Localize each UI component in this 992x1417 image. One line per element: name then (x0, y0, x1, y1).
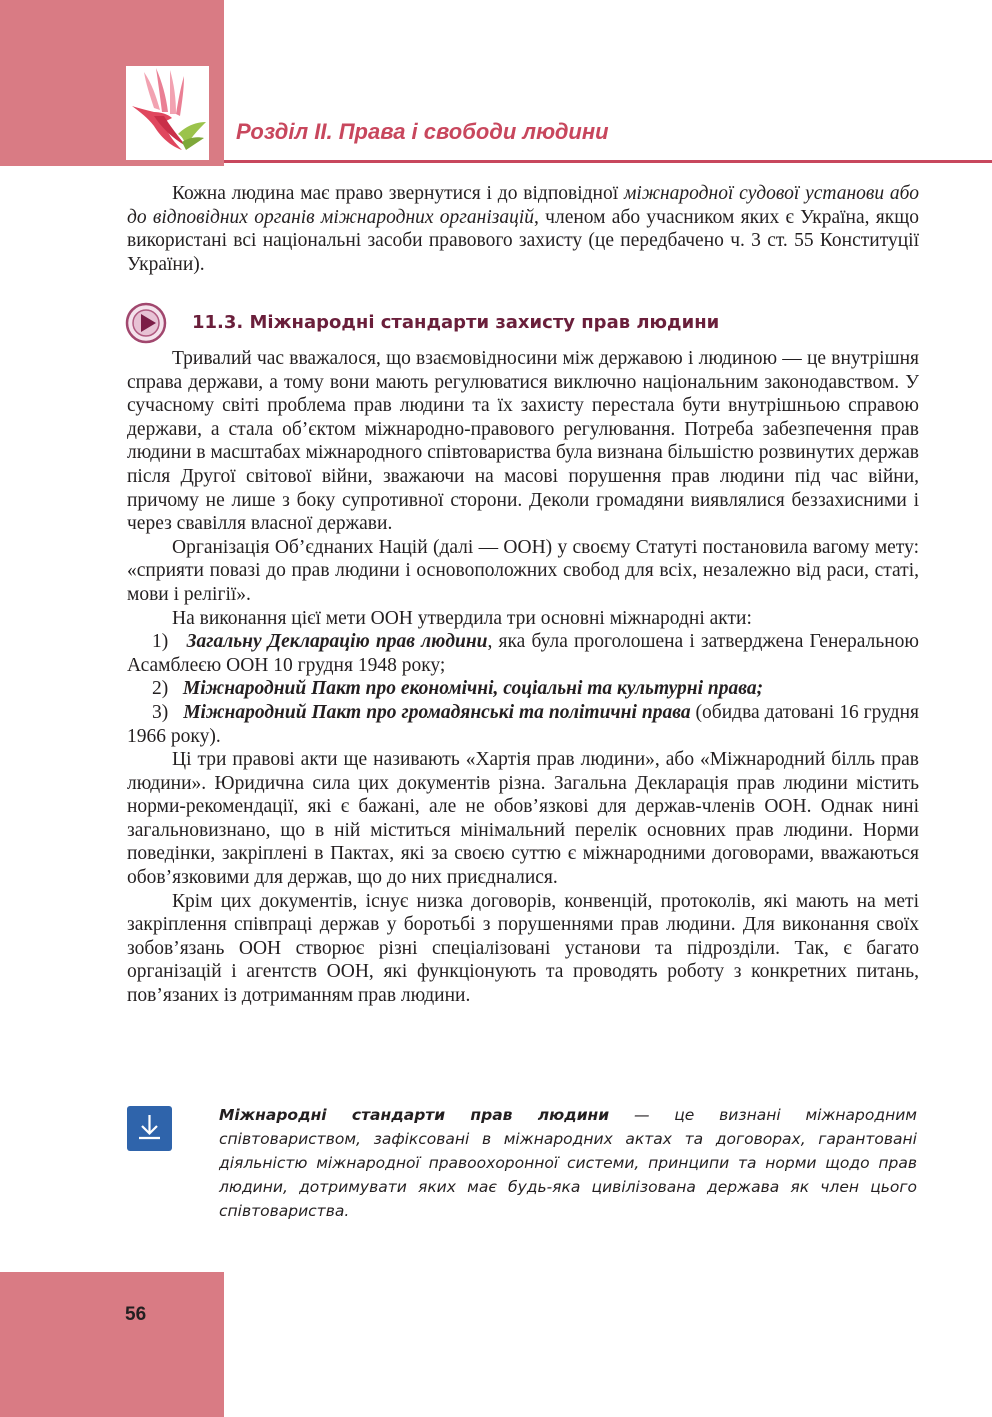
header-rule (224, 160, 992, 163)
download-arrow-icon (127, 1106, 172, 1151)
hand-dove-logo-icon (126, 66, 209, 160)
list-item-number: 3) (152, 701, 169, 723)
paragraph-3: На виконання цієї мети ООН утвердила три основні міжнародні акти: (172, 607, 752, 629)
bottom-margin-band (0, 1272, 224, 1417)
list-item-title: Міжнародний Пакт про громадянські та політичні права (183, 701, 691, 723)
list-item-title: Загальну Декларацію прав людини (186, 631, 488, 653)
paragraph-5: Крім цих документів, існує низка договорів, конвенцій, протоколів, які мають на меті закріплення співпраці держав у боротьбі з порушеннями прав людини. Для виконання своїх зобов’язань ООН створює різні спеціалізовані установи та підрозділи. Так, є багато організацій і агентств ООН, які функціонують та проводять роботу з конкретних питань, пов’язаних із дотриманням прав людини. (127, 890, 919, 1007)
intro-text-start: Кожна людина має право звернутися і до відповідної (172, 183, 624, 204)
page-number: 56 (125, 1304, 147, 1325)
paragraph-1: Тривалий час вважалося, що взаємовідносини між державою і людиною — це внутрішня справа держави, а тому вони мають регулюватися виключно національним законодавством. У сучасному світі проблема прав людини та їх захисту перестала бути внутрішньою справою держави, а стала об’єктом міжнародно-правового регулювання. Потреба забезпечення прав людини в масштабах міжнародного співтовариства була визнана більшістю розвинутих держав після Другої світової війни, зважаючи на масові порушення прав людини під час війни, причому не лише з боку супротивної сторони. Деколи громадяни виявлялися беззахисними і через свавілля власної держави. (127, 348, 919, 535)
section-body (127, 347, 919, 1008)
definition-box (219, 1103, 917, 1223)
list-item (127, 677, 919, 701)
intro-paragraph (127, 182, 919, 276)
paragraph-4: Ці три правові акти ще називають «Хартія прав людини», або «Міжнародний білль прав людини». Юридична сила цих документів різна. Загальна Декларація прав людини містить норми-рекомендації, які є бажані, але не обов’язкові для держав-членів ООН. Однак нині загальновизнано, що в ній міститься мінімальний перелік основних прав людини. Норми поведінки, закріплені в Пактах, які за своєю суттю є міжнародними договорами, вважаються обов’язковими для держав, що до них приєдналися. (127, 749, 919, 889)
definition-text: — це визнані міжнародним співтовариством, зафіксовані в міжнародних актах та договорах, гарантовані діяльністю міжнародної правоохоронної системи, принципи та норми щодо прав людини, дотримувати яких має будь-яка цивілізована держава як член цього співтовариства. (219, 1106, 917, 1220)
list-item-rest: , яка була проголошена і затверджена Генеральною Асамблеєю ООН 10 грудня 1948 року; (127, 631, 919, 676)
list-item (127, 701, 919, 748)
list-item-number: 1) (152, 631, 169, 653)
intro-emphasis: міжнародної судової установи або до відповідних органів міжнародних організацій (127, 183, 919, 228)
chapter-title: Розділ II. Права і свободи людини (236, 119, 609, 144)
section-title: 11.3. Міжнародні стандарти захисту прав людини (192, 312, 720, 333)
paragraph-2: Організація Об’єднаних Націй (далі — ООН) у своєму Статуті постановила вагому мету: «сприяти повазі до прав людини і основоположних свобод для всіх, незалежно від раси, статі, мови і релігії». (127, 536, 919, 605)
list-item-title: Міжнародний Пакт про економічні, соціальні та культурні права; (182, 678, 764, 700)
list-item-number: 2) (152, 678, 169, 700)
play-circle-icon (124, 301, 168, 345)
list-item (127, 630, 919, 677)
definition-term: Міжнародні стандарти прав людини (219, 1106, 610, 1124)
list-item-rest: (обидва датовані 16 грудня 1966 року). (127, 701, 920, 747)
intro-block (127, 182, 919, 276)
intro-text-end: , членом або учасником яких є Україна, якщо використані всі національні засоби правового захисту (це передбачено ч. 3 ст. 55 Конституції України). (127, 206, 919, 275)
